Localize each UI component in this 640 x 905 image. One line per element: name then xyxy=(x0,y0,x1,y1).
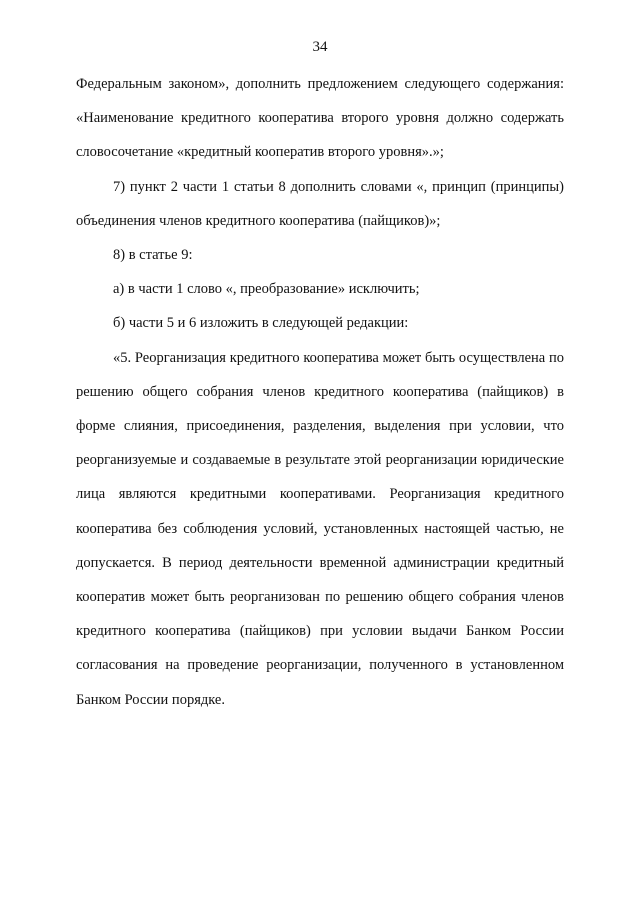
paragraph-subitem-a: а) в части 1 слово «, преобразование» исключить; xyxy=(113,281,420,298)
paragraph-part-5: «5. Реорганизация кредитного кооператива может быть осуществлена по решению общего собрания членов кредитного кооператива (пайщиков) в форме слияния, присоединения, разделения, выделения при условии, что реорганизуемые и создаваемые в результате этой реорганизации юридические лица являются кредитными кооперативами. Реорганизация кредитного кооператива без соблюдения условий, установленных настоящей частью, не допускается. В период деятельности временной администрации кредитный кооператив может быть реорганизован по решению общего собрания членов кредитного кооператива (пайщиков) при условии выдачи Банком России согласования на проведение реорганизации, полученного в установленном Банком России порядке. xyxy=(76,349,564,708)
paragraph-continuation: Федеральным законом», дополнить предложением следующего содержания: «Наименование кредитного кооператива второго уровня должно содержать словосочетание «кредитный кооператив второго уровня».»; xyxy=(76,76,564,161)
page-number: 34 xyxy=(312,39,328,55)
paragraph-item-7: 7) пункт 2 части 1 статьи 8 дополнить словами «, принцип (принципы) объединения членов кредитного кооператива (пайщиков)»; xyxy=(76,178,564,229)
paragraph-subitem-b: б) части 5 и 6 изложить в следующей редакции: xyxy=(113,315,409,332)
document-body xyxy=(76,67,564,717)
paragraph-item-8: 8) в статье 9: xyxy=(113,247,193,264)
